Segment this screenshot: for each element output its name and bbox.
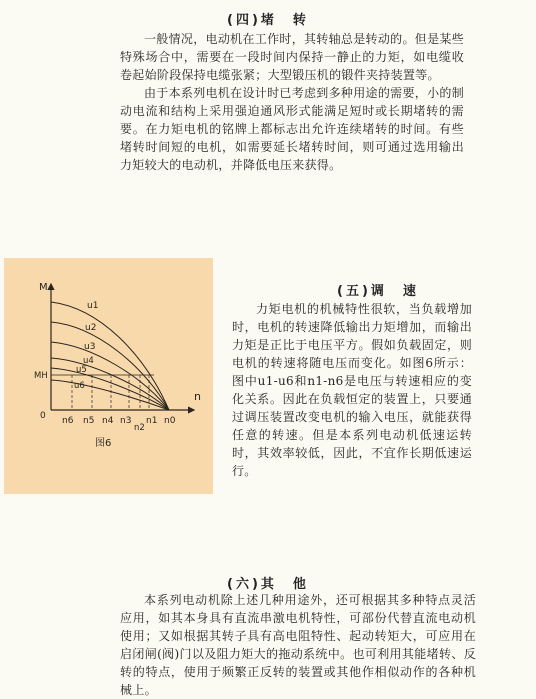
speed-label-n6: n6 [62, 416, 74, 426]
curve-label-u2: u2 [85, 323, 97, 333]
section5-paragraph: 力矩电机的机械特性很软，当负载增加时，电机的转速降低输出力矩增加，而输出力矩是正比于电压平方。假如负载固定，则电机的转速将随电压而变化。如图6所示：图中u1-u6和n1-n6是电压与转速相应的变化关系。因此在负载恒定的装置上，只要通过调压装置改变电机的输入电压，就能获得任意的转速。但是本系列电动机低速运转时，其效率较低，因此，不宜作长期低速运行。 [232, 302, 472, 478]
y-axis-label: M [39, 282, 48, 293]
speed-label-n5: n5 [83, 416, 95, 426]
figure-caption: 图6 [95, 438, 112, 449]
section6-paragraph: 本系列电动机除上述几种用途外，还可根据其多种特点灵活应用，如其本身具有直流串激电机特性，可部份代替直流电动机使用；又如根据其转子具有高电阻特性、起动转矩大，可应用在启闭闸(阀)门以及阻力矩大的拖动系统中。也可利用其能堵转、反转的特点，使用于频繁正反转的装置或其他作相似动作的各种机械上。 [120, 593, 476, 697]
torque-speed-diagram [4, 258, 213, 494]
section6-heading: (六)其 他 [227, 577, 309, 592]
origin-label: 0 [40, 411, 46, 421]
curve-label-u1: u1 [87, 301, 99, 311]
curve-label-u5: u5 [76, 365, 87, 375]
speed-label-n4: n4 [102, 416, 114, 426]
curve-label-u4: u4 [83, 356, 94, 366]
figure-6-panel [4, 258, 213, 494]
section4-heading: (四)堵 转 [227, 13, 309, 28]
speed-label-n2: n2 [134, 423, 145, 433]
speed-label-n3: n3 [120, 416, 132, 426]
curve-label-u6: u6 [74, 381, 85, 391]
speed-label-n1: n1 [146, 416, 158, 426]
mh-label: MH [34, 371, 48, 381]
section5-heading: (五)调 速 [337, 284, 419, 299]
curve-label-u3: u3 [84, 342, 96, 352]
n0-label: n0 [164, 416, 176, 426]
curve-u1 [51, 302, 169, 410]
section4-paragraph-2: 由于本系列电机在设计时已考虑到多种用途的需要，小的制动电流和结构上采用强迫通风形式能满足短时或长期堵转的需要。在力矩电机的铭牌上都标志出允许连续堵转的时间。有些堵转时间短的电机，如需要延长堵转时间，则可通过选用输出力矩较大的电动机，并降低电压来获得。 [120, 86, 464, 172]
x-axis-label: n [194, 390, 201, 403]
section4-paragraph-1: 一般情况，电动机在工作时，其转轴总是转动的。但是某些特殊场合中，需要在一段时间内保持一静止的力矩，如电缆收卷起始阶段保持电缆张紧；大型锻压机的锻件夹持装置等。 [120, 32, 464, 82]
